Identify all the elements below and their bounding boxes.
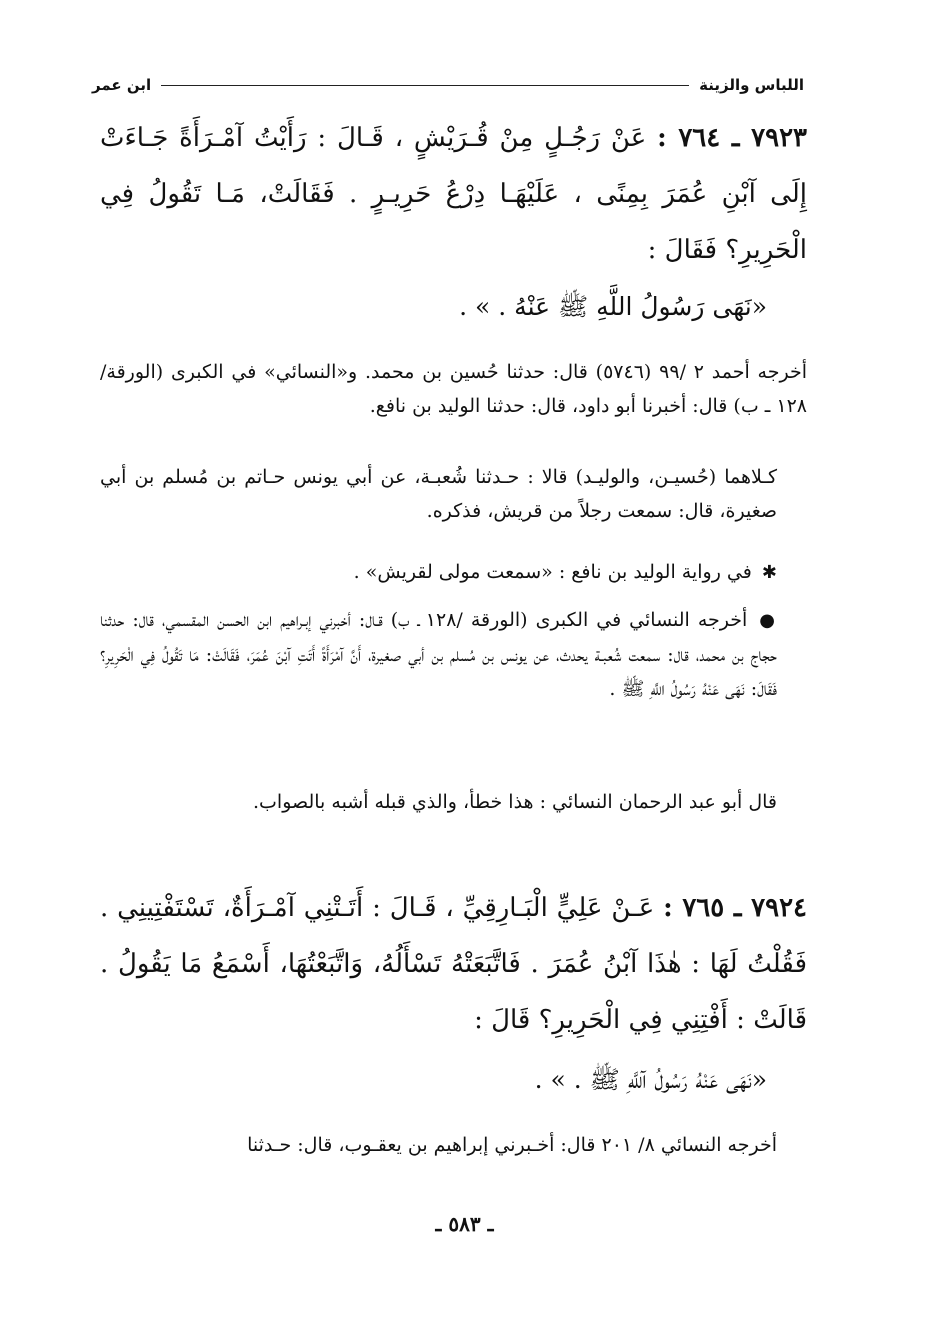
riwaya-text: في رواية الوليد بن نافع : «سمعت مولى لقريش» .: [353, 561, 752, 583]
takhrij-paragraph: أخرجه أحمد ٢ /٩٩ (٥٧٤٦) قال: حدثنا حُسين بن محمد. و«النسائي» في الكبرى (الورقة/ ١٢٨ ـ ب) قال: أخبرنا أبو داود، قال: حدثنا الوليد بن نافع.: [100, 361, 808, 417]
page-number: ـ ٥٨٣ ـ: [435, 1212, 494, 1236]
hadith-text: عَنْ رَجُـلٍ مِنْ قُـرَيْشٍ ، قَـالَ : رَأَيْتُ آمْـرَأَةً جَـاءَتْ إِلَى آبْنِ عُمَرَ بِمِنًى ، عَلَيْهَـا دِرْعُ حَرِيـرٍ . فَقَالَتْ، مَـا تَقُولُ فِي الْحَرِيرِ؟ فَقَالَ :: [100, 123, 807, 265]
nasai-text: أخرجه النسائي في الكبرى (الورقة /١٢٨ ـ ب) قـال: أخبرني إبـراهيم ابن الحسن المقسمي، قال: حدثنا حجاج بن محمد، قال: سمعت شُعبـة يحدث، عن يونس بن مُسلم بن أبي صغيرة، أَنَّ آمْرَأَةً أَتَتِ آبْنَ عُمَرَ، فَقَالَتْ: مَا تَقُولُ فِي الْحَرِيرِ؟ فَقَالَ: نَهَى عَنْهُ رَسُولُ اللَّهِ ﷺ .: [100, 609, 777, 700]
running-header: [92, 70, 804, 100]
bullet-dot-icon: ●: [759, 610, 777, 631]
abu-abd-paragraph: قال أبو عبد الرحمان النسائي : هذا خطأ، والذي قبله أشبه بالصواب.: [252, 791, 777, 813]
riwaya-note: [100, 555, 807, 590]
hadith-7923: [100, 110, 807, 278]
nasai-paragraph: [100, 603, 807, 706]
takhrij-paragraph: أخرجه النسائي ٨/ ٢٠١ قال: أخـبرني إبراهيم بن يعقـوب، قال: حـدثنا: [247, 1134, 777, 1156]
hadith-quote: «نَهَى عَنْهُ رَسُولُ آللَّهِ ﷺ . » .: [534, 1065, 767, 1094]
hadith-number: ٧٩٢٤ ـ ٧٦٥ :: [663, 893, 807, 923]
kilahuma-paragraph: كـلاهما (حُسيـن، والوليـد) قالا : حـدثنا شُعبـة، عن أبي يونس حـاتم بن مُسلم بن أبي صغيرة، قال: سمعت رجلاً من قريش، فذكره.: [100, 466, 777, 522]
header-rule: [161, 85, 689, 86]
asterisk-icon: ✱: [761, 562, 777, 583]
chapter-title: اللباس والزينة: [699, 76, 804, 94]
hadith-number: ٧٩٢٣ ـ ٧٦٤ :: [657, 123, 808, 153]
narrator-name: ابن عمر: [92, 76, 152, 94]
hadith-7924: [100, 880, 807, 1048]
hadith-text: عَـنْ عَلِيٍّ الْبَـارِقِيِّ ، قَـالَ : أَتَـتْنِي آمْـرَأَةٌ، تَسْتَفْتِينِي . فَقُلْتُ لَهَا : هٰذَا آبْنُ عُمَرَ . فَاتَّبَعَتْهُ تَسْأَلُهُ، وَاتَّبَعْتُهَا، أَسْمَعُ مَا يَقُولُ . قَالَتْ : أَفْتِنِي فِي الْحَرِيرِ؟ قَالَ :: [100, 893, 807, 1035]
hadith-quote: «نَهَى رَسُولُ اللَّهِ ﷺ عَنْهُ . » .: [459, 292, 767, 321]
